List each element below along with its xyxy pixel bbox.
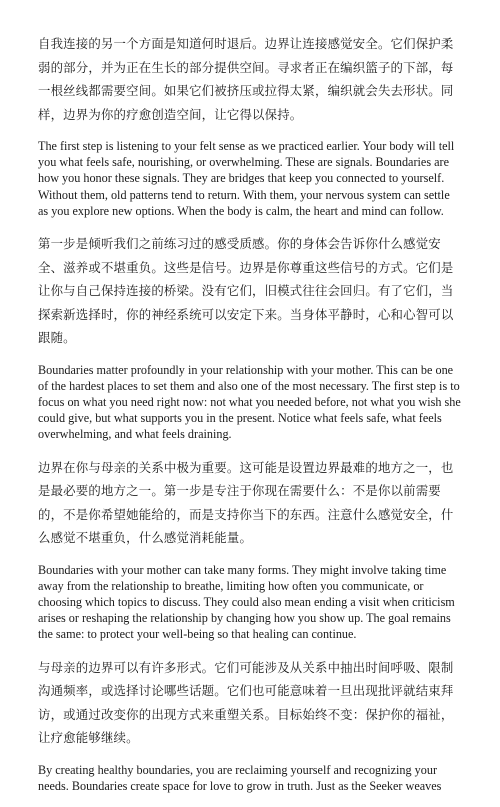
- paragraph-en-2: Boundaries matter profoundly in your relationship with your mother. This can be one of the hardest places to set them and also one of the most necessary. The first step is to focus on what you need right now: not what you needed before, not what you wish she could give, but what supports you in the present. Notice what feels safe, what feels overwhelming, and what feels draining.: [38, 362, 461, 442]
- paragraph-zh-3: 边界在你与母亲的关系中极为重要。这可能是设置边界最难的地方之一，也是最必要的地方之一。第一步是专注于你现在需要什么：不是你以前需要的，不是你希望她能给的，而是支持你当下的东西。注意什么感觉安全，什么感觉不堪重负，什么感觉消耗能量。: [38, 459, 454, 546]
- paragraph-zh-2: 第一步是倾听我们之前练习过的感受质感。你的身体会告诉你什么感觉安全、滋养或不堪重负。这些是信号。边界是你尊重这些信号的方式。它们是让你与自己保持连接的桥梁。没有它们，旧模式往往会回归。有了它们，当探索新选择时，你的神经系统可以安定下来。当身体平静时，心和心智可以跟随。: [38, 236, 454, 346]
- paragraph-zh-4: 与母亲的边界可以有许多形式。它们可能涉及从关系中抽出时间呼吸、限制沟通频率，或选择讨论哪些话题。它们也可能意味着一旦出现批评就结束拜访，或通过改变你的出现方式来重塑关系。目标始终不变：保护你的福祉，让疗愈能够继续。: [38, 659, 454, 746]
- paragraph-en-1: The first step is listening to your felt sense as we practiced earlier. Your body will tell you what feels safe, nourishing, or overwhelming. These are signals. Boundaries are how you honor these signals. They are bridges that keep you connected to yourself. Without them, old patterns tend to return. With them, your nervous system can settle as you explore new options. When the body is calm, the heart and mind can follow.: [38, 139, 455, 218]
- document-page: [38, 32, 462, 807]
- paragraph-zh-1: 自我连接的另一个方面是知道何时退后。边界让连接感觉安全。它们保护柔弱的部分，并为正在生长的部分提供空间。寻求者正在编织篮子的下部，每一根丝线都需要空间。如果它们被挤压或拉得太紧，编织就会失去形状。同样，边界为你的疗愈创造空间，让它得以保持。: [38, 36, 454, 122]
- paragraph-en-4: By creating healthy boundaries, you are reclaiming yourself and recognizing your needs. Boundaries create space for love to grow in truth. Just as the Seeker weaves: [38, 762, 442, 793]
- paragraph-en-3: Boundaries with your mother can take many forms. They might involve taking time away from the relationship to breathe, limiting how often you communicate, or choosing which topics to discuss. They could also mean ending a visit when criticism arises or reshaping the relationship by changing how you show up. The goal remains the same: to protect your well-being so that healing can continue.: [38, 562, 455, 642]
